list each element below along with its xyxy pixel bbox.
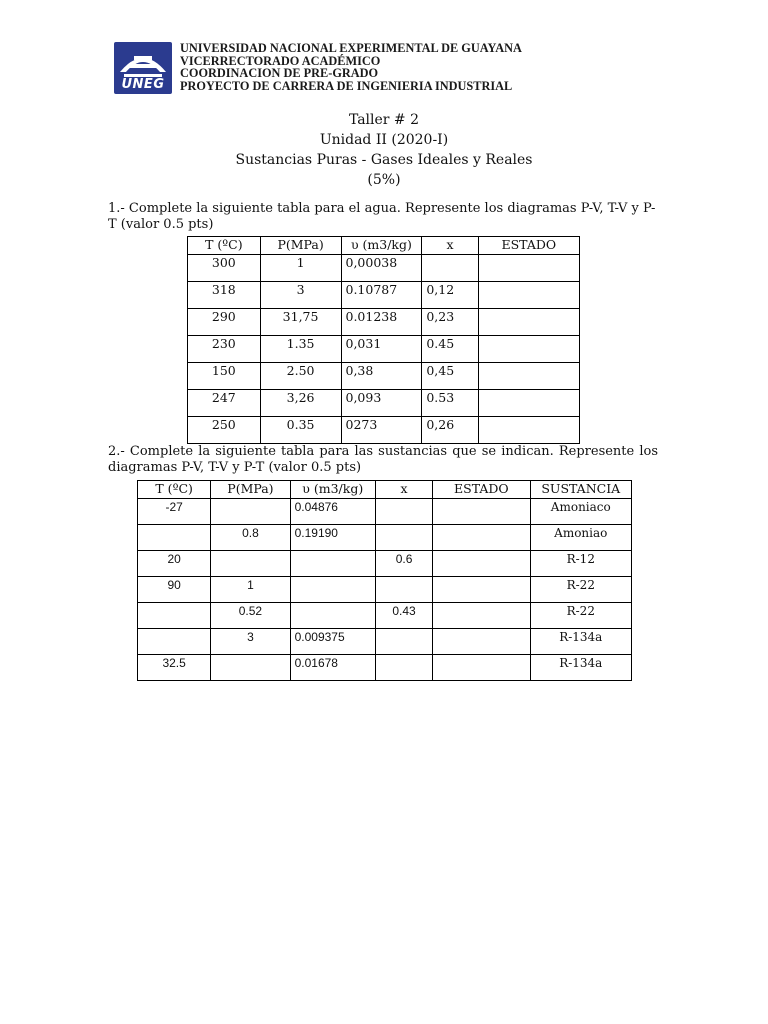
table-row [188,417,580,444]
institution-lines [180,42,522,94]
table-row [138,629,632,655]
table-cell [433,499,530,525]
table-row [188,390,580,417]
table-cell: Amoniao [530,525,631,551]
table-cell: R-134a [530,655,631,681]
table-cell [138,603,211,629]
table-cell: 0,26 [422,417,478,444]
table-cell [375,525,432,551]
table-cell: 32.5 [138,655,211,681]
table-cell [375,655,432,681]
column-header: x [422,237,478,255]
table-cell [290,577,375,603]
table-row [188,309,580,336]
table-cell [433,525,530,551]
column-header: ESTADO [478,237,579,255]
column-header: x [375,481,432,499]
table-cell: 0,12 [422,282,478,309]
table-header-row [138,481,632,499]
table-cell: 0,23 [422,309,478,336]
table-row [188,282,580,309]
table-cell: R-134a [530,629,631,655]
institution-line: UNIVERSIDAD NACIONAL EXPERIMENTAL DE GUAYANA [180,41,522,55]
table-cell: 0.19190 [290,525,375,551]
table-row [188,255,580,282]
table-cell [290,603,375,629]
table-cell: 3 [260,282,341,309]
table-cell [433,551,530,577]
table-cell [433,577,530,603]
table-row [138,577,632,603]
table-row [138,603,632,629]
column-header: T (ºC) [188,237,261,255]
table-cell [478,336,579,363]
table-cell [433,629,530,655]
logo-emblem-icon [114,42,172,82]
table-cell [375,629,432,655]
table-row [138,551,632,577]
table-cell [478,390,579,417]
column-header: SUSTANCIA [530,481,631,499]
table-header-row [188,237,580,255]
table-cell [138,629,211,655]
table-cell [375,499,432,525]
table-cell: 0.43 [375,603,432,629]
table-cell: 0.01678 [290,655,375,681]
table-cell: 0,093 [341,390,422,417]
table-cell [290,551,375,577]
table-cell [211,499,290,525]
table-cell: 0.35 [260,417,341,444]
table-cell: 1 [260,255,341,282]
table-row [138,525,632,551]
table-row [138,499,632,525]
table-row [188,336,580,363]
table-cell: R-22 [530,577,631,603]
table-cell: 31,75 [260,309,341,336]
table-cell: 290 [188,309,261,336]
water-table [187,236,580,444]
table-row [188,363,580,390]
table-cell [422,255,478,282]
table-cell: 150 [188,363,261,390]
table-cell [375,577,432,603]
table-cell: 0.6 [375,551,432,577]
table-cell: 3,26 [260,390,341,417]
table-cell: 0.52 [211,603,290,629]
table-cell [478,282,579,309]
table-cell [478,417,579,444]
column-header: υ (m3/kg) [290,481,375,499]
table-cell: 20 [138,551,211,577]
table-cell: R-12 [530,551,631,577]
table-cell: 0.01238 [341,309,422,336]
table-cell: R-22 [530,603,631,629]
table-cell: 0.10787 [341,282,422,309]
table-cell: 0.53 [422,390,478,417]
column-header: ESTADO [433,481,530,499]
valor-title: (5%) [367,172,401,188]
unidad-title: Unidad II (2020-I) [319,132,449,148]
uneg-logo [114,42,172,94]
substances-table [137,480,632,681]
institution-line: PROYECTO DE CARRERA DE INGENIERIA INDUSTRIAL [180,78,513,93]
table-cell: 0273 [341,417,422,444]
table-cell: Amoniaco [530,499,631,525]
question-2-text: 2.- Complete la siguiente tabla para las sustancias que se indican. Represente los diagramas P-V, T-V y P-T (valor 0.5 pts) [108,444,658,475]
table-cell [478,363,579,390]
table-cell [211,551,290,577]
table-cell: 250 [188,417,261,444]
column-header: P(MPa) [260,237,341,255]
table-cell: 247 [188,390,261,417]
table-cell [433,603,530,629]
table-cell: 0.45 [422,336,478,363]
table-cell: 0,031 [341,336,422,363]
header [114,42,522,94]
title-block [0,110,768,190]
table-cell [433,655,530,681]
table-cell [478,255,579,282]
table-cell: 0.04876 [290,499,375,525]
table-row [138,655,632,681]
table-cell: 0,00038 [341,255,422,282]
table-cell: 0,45 [422,363,478,390]
logo-text: UNEG [121,77,165,92]
table-cell [211,655,290,681]
table-cell: 1.35 [260,336,341,363]
table-cell: 90 [138,577,211,603]
table-cell: 230 [188,336,261,363]
tema-title: Sustancias Puras - Gases Ideales y Reales [235,152,533,168]
taller-title: Taller # 2 [348,112,420,128]
table-cell: -27 [138,499,211,525]
table-cell: 3 [211,629,290,655]
column-header: T (ºC) [138,481,211,499]
column-header: P(MPa) [211,481,290,499]
table-cell: 0,38 [341,363,422,390]
table-cell [138,525,211,551]
table-cell: 2.50 [260,363,341,390]
table-cell: 0.009375 [290,629,375,655]
table-cell: 1 [211,577,290,603]
institution-line: COORDINACION DE PRE-GRADO [180,66,379,80]
table-cell: 300 [188,255,261,282]
table-cell: 0.8 [211,525,290,551]
table-cell: 318 [188,282,261,309]
column-header: υ (m3/kg) [341,237,422,255]
institution-line: VICERRECTORADO ACADÉMICO [180,53,381,68]
question-1-text: 1.- Complete la siguiente tabla para el agua. Represente los diagramas P-V, T-V y P-T (valor 0.5 pts) [108,201,656,232]
table-cell [478,309,579,336]
